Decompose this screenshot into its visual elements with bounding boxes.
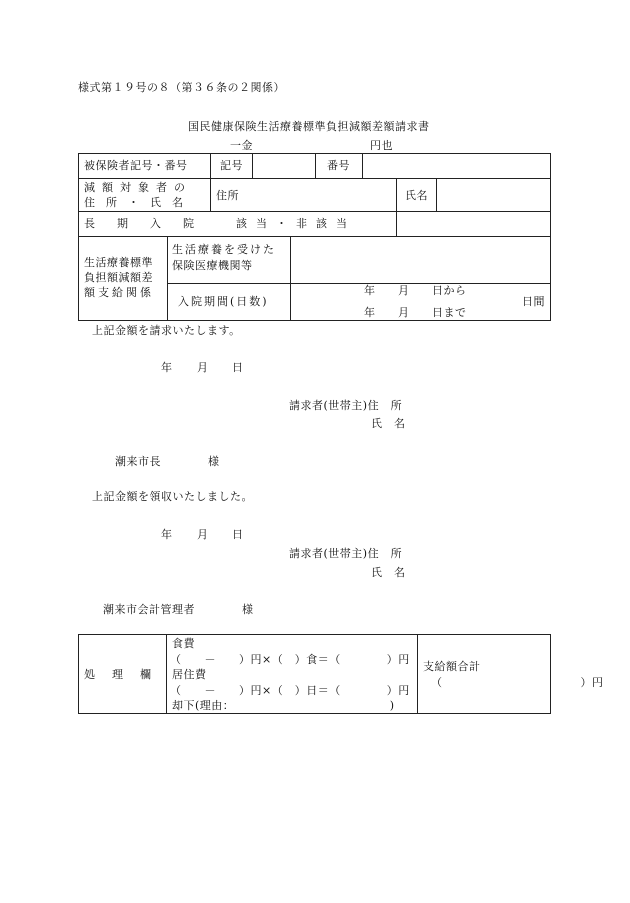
to-year: 年 [364,306,376,319]
address-label: 住所 [216,189,239,202]
from-month: 月 [398,284,410,297]
days-unit: 日間 [522,295,545,308]
receipt-year: 年 [161,528,173,541]
bango-label: 番号 [327,159,350,172]
kigo-label: 記号 [220,159,243,172]
target-person-label-1: 減額対象者の [84,181,192,194]
period-label: 入院期間(日数) [178,295,269,308]
receipt-day: 日 [232,528,244,541]
request-requester-name: 氏 名 [371,417,406,430]
meal-formula[interactable]: （ － ）円×（ ）食＝（ ）円 [170,653,410,666]
request-addressee: 潮来市長 [115,455,161,468]
document-title: 国民健康保険生活療養標準負担減額差額請求書 [188,120,430,133]
total-label: 支給額合計 [423,660,481,673]
kigo-field[interactable] [253,154,315,178]
address-field[interactable] [252,179,396,211]
from-year: 年 [364,284,376,297]
receipt-statement: 上記金額を領収いたしました。 [92,490,253,503]
form-number: 様式第１９号の８（第３６条の２関係） [78,81,285,94]
applicable-option[interactable]: 該当・非該当 [236,217,356,230]
request-year: 年 [161,361,173,374]
institution-field[interactable] [291,237,550,283]
name-field[interactable] [437,179,550,211]
request-month: 月 [197,361,209,374]
receipt-sama: 様 [242,603,254,616]
processing-label: 処理欄 [84,668,168,681]
to-month: 月 [398,306,410,319]
relation-label-2: 負担額減額差 [84,271,153,284]
rejection-reason[interactable]: 却下(理由： ) [172,699,395,712]
receipt-addressee: 潮来市会計管理者 [103,603,195,616]
insured-number-label: 被保険者記号・番号 [84,159,188,172]
long-stay-label: 長期入院 [84,217,216,230]
relation-label-1: 生活療養標準 [84,256,153,269]
receipt-month: 月 [197,528,209,541]
total-value[interactable]: （ ）円 [431,676,604,689]
request-day: 日 [232,361,244,374]
from-day: 日から [432,284,467,297]
amount-prefix: 一金 [230,139,253,152]
to-day: 日まで [432,306,467,319]
meal-label: 食費 [172,637,195,650]
residence-label: 居住費 [172,668,207,681]
relation-label-3: 額支給関係 [84,286,154,299]
institution-label-2: 保険医療機関等 [172,259,253,272]
target-person-label-2: 住所・氏名 [84,196,194,209]
name-label: 氏名 [405,189,428,202]
bango-field[interactable] [363,154,550,178]
residence-formula[interactable]: （ － ）円×（ ）日＝（ ）円 [170,684,410,697]
institution-label-1: 生活療養を受けた [172,243,276,256]
request-sama: 様 [208,455,220,468]
receipt-requester-name: 氏 名 [371,566,406,579]
request-statement: 上記金額を請求いたします。 [92,324,241,337]
receipt-requester-address: 請求者(世帯主)住 所 [289,547,403,560]
amount-suffix: 円也 [370,139,393,152]
request-requester-address: 請求者(世帯主)住 所 [289,399,403,412]
